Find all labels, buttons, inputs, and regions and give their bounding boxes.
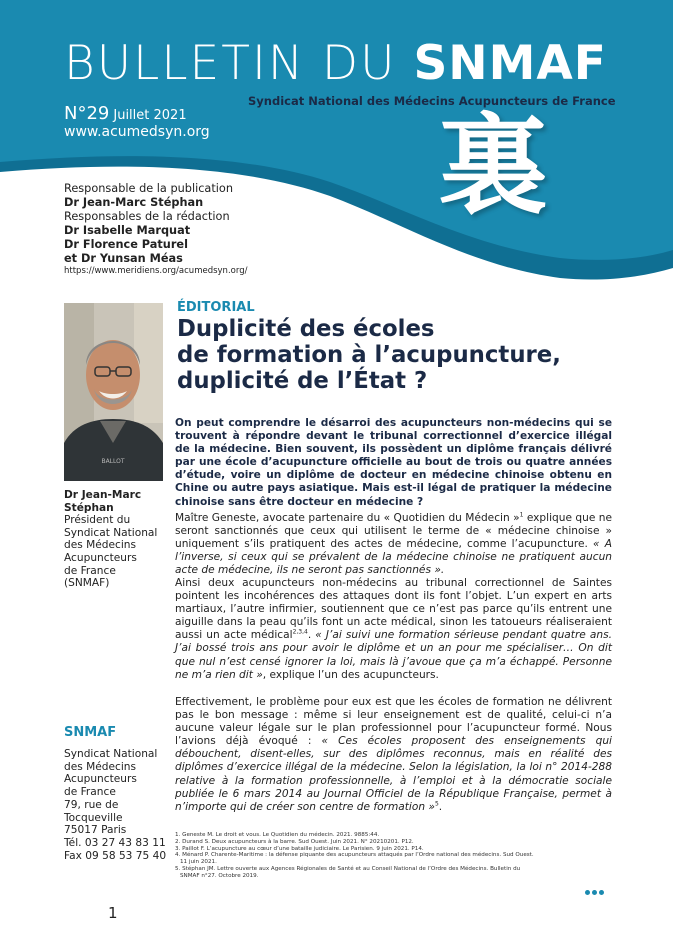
bulletin-title: BULLETIN DU SNMAF <box>64 36 607 91</box>
author-caption: Dr Jean-Marc Stéphan Président du Syndicat National des Médecins Acupuncteurs de France (SNMAF) <box>64 489 158 590</box>
svg-text:BALLOT: BALLOT <box>101 458 125 465</box>
page-number: 1 <box>108 904 118 922</box>
article-lead: On peut comprendre le désarroi des acupuncteurs non-médecins qui se trouvent à répondre devant le tribunal correctionnel d’exercice illégal de la médecine. Bien souvent, ils possèdent un diplôme français délivré par une école d’acupuncture officielle au bout de trois ou quatre années d’étude, voire un diplôme de docteur en médecine chinoise obtenu en Chine ou autre pays asiatique. Mais est-il légal de pratiquer la médecine chinoise sans être docteur en médecine ? <box>175 417 612 508</box>
article-paragraph-1: Maître Geneste, avocate partenaire du « Quotidien du Médecin »$^1$ explique que ne seront sanctionnés que ceux qui utilisent le terme de « médecine chinoise » uniquement s’ils pratiquent des actes de médecine, comme l’acupuncture. « A l’inverse, si ceux qui se prévalent de la médecine chinoise ne pratiquent aucun acte de médecine, ils ne seront pas sanctionnés ». <box>175 511 612 577</box>
continuation-dots-icon <box>585 882 606 900</box>
article-paragraph-2: Ainsi deux acupuncteurs non-médecins au tribunal correctionnel de Saintes pointent les incohérences des attaques dont ils font l’objet. L’un expert en arts martiaux, l’autre infirmier, soutiennent que ce n’est pas parce qu’ils entrent une aiguille dans la peau qu’ils font un acte médical, sinon les tatoueurs réaliseraient aussi un acte médical$^{2,3,4}$. « J’ai suivi une formation sérieuse pendant quatre ans. J’ai bossé trois ans pour avoir le diplôme et un an pour me spécialiser… On dit que nul n’est censé ignorer la loi, mais là j’avoue que ça m’a échappé. Personne ne m’a rien dit », explique l’un des acupuncteurs. <box>175 577 612 681</box>
article-paragraph-3: Effectivement, le problème pour eux est que les écoles de formation ne délivrent pas le bon message : même si leur enseignement est de qualité, celui-ci n’a aucune valeur légale sur le plan professionnel pour l’acupuncteur formé. Nous l’avions déjà évoqué : « Ces écoles proposent des enseignements qui débouchent, disent-elles, sur des diplômes reconnus, mais en réalité des diplômes d’exercice illégal de la médecine. Selon la législation, la loi n° 2014-288 relative à la formation professionnelle, à l’emploi et à la démocratie sociale publiée le 6 mars 2014 au Journal Officiel de la République Française, permet à n’importe qui de créer son centre de formation »$^5$. <box>175 696 612 813</box>
contact-heading: SNMAF <box>64 725 117 740</box>
article-headline: Duplicité des écoles de formation à l’acupuncture, duplicité de l’État ? <box>177 316 561 394</box>
contact-fax: Fax 09 58 53 75 40 <box>64 849 167 862</box>
issue-date: Juillet 2021 <box>113 108 187 123</box>
contact-phone: Tél. 03 27 43 83 11 <box>64 836 166 849</box>
chinese-character-glyph: 裏 <box>438 101 548 230</box>
website-link[interactable]: www.acumedsyn.org <box>64 124 210 140</box>
publication-credits: Responsable de la publication Dr Jean-Marc Stéphan Responsables de la rédaction Dr Isabelle Marquat Dr Florence Paturel et Dr Yunsan Méas https://www.meridiens.org/acumedsyn.org/ <box>64 182 247 279</box>
footnotes: 1. Geneste M. Le droit et vous. Le Quotidien du médecin. 2021. 9885:44. 2. Durand S. Deux acupuncteurs à la barre. Sud Ouest. Juin 2021. N° 20210201. P12. 3. Paillot F. L’acupuncture au cœur d’une bataille judiciaire. Le Parisien. 9 juin 2021. P14. 4. Ménard P. Charente-Maritime : la défense piquante des acupuncteurs attaqués par l’Ordre national des médecins. Sud Ouest. 11 juin 2021. 5. Stéphan JM. Lettre ouverte aux Agences Régionales de Santé et au Conseil National de l’Ordre des Médecins. Bulletin du SNMAF n°27. Octobre 2019. <box>175 832 534 879</box>
credits-url[interactable]: https://www.meridiens.org/acumedsyn.org/ <box>64 266 248 277</box>
author-photo <box>64 303 163 481</box>
contact-address: Syndicat National des Médecins Acupuncteurs de France 79, rue de Tocqueville 75017 Paris Tél. 03 27 43 83 11 Fax 09 58 53 75 40 <box>64 748 167 862</box>
issue-number: N°29 Juillet 2021 <box>64 103 187 124</box>
bulletin-subtitle: Syndicat National des Médecins Acupuncteurs de France <box>248 94 616 108</box>
section-label: ÉDITORIAL <box>177 300 255 315</box>
